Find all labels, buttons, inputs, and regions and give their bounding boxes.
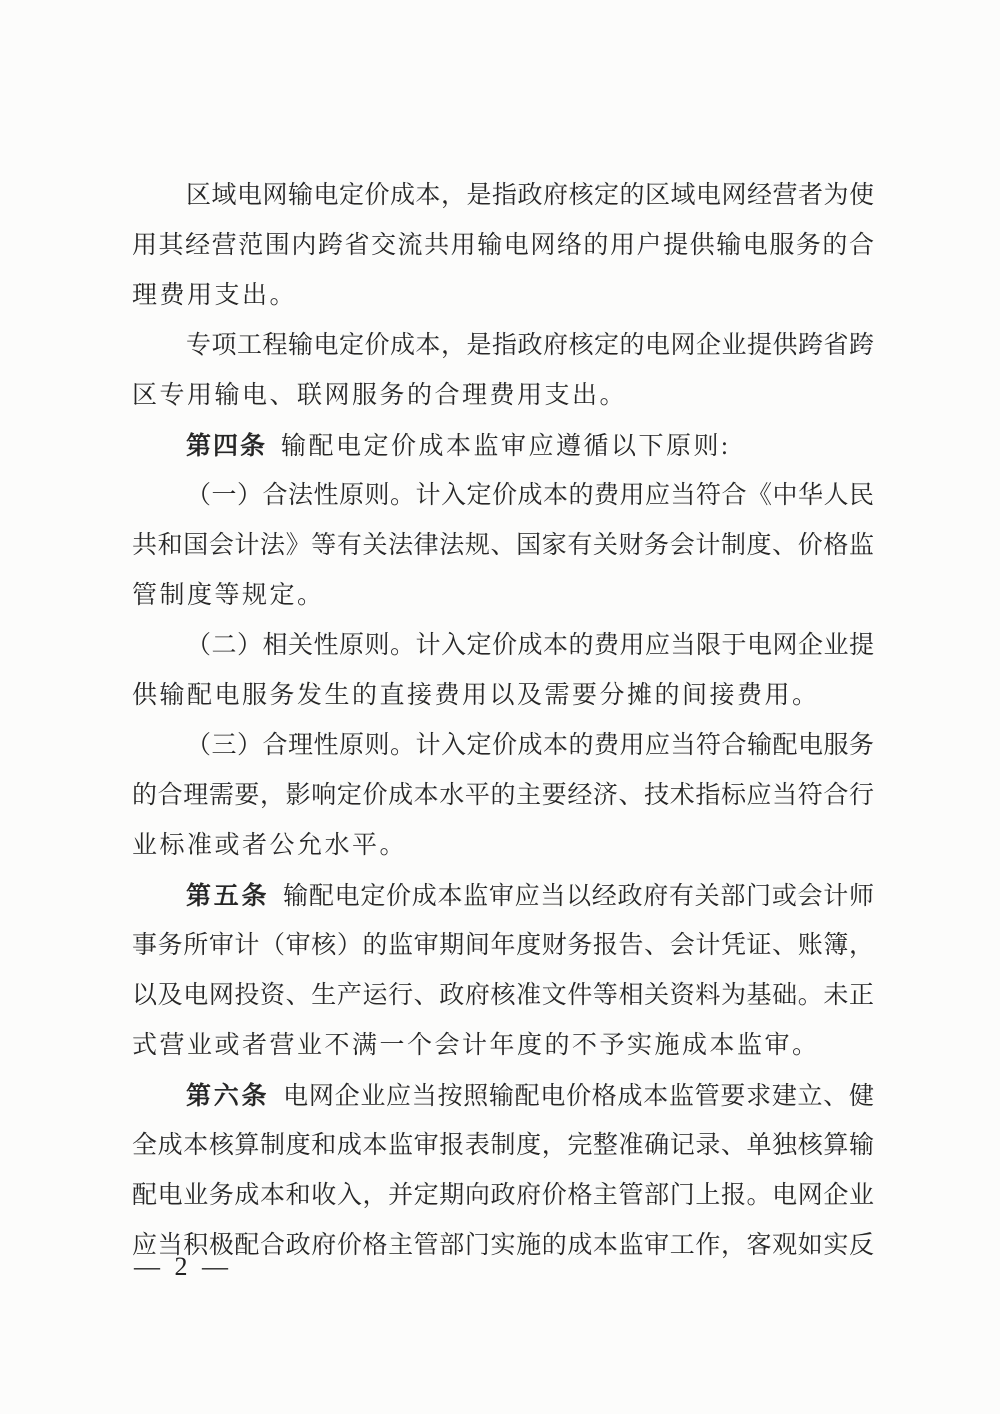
text-line: （二）相关性原则。计入定价成本的费用应当限于电网企业提 (186, 632, 874, 659)
text-line: 区专用输电、联网服务的合理费用支出。 (132, 382, 628, 409)
text-line: 以及电网投资、生产运行、政府核准文件等相关资料为基础。未正 (132, 982, 874, 1009)
text-line: 区域电网输电定价成本，是指政府核定的区域电网经营者为使 (186, 182, 874, 209)
text-line: （一）合法性原则。计入定价成本的费用应当符合《中华人民 (186, 482, 874, 509)
article-body-text: 电网企业应当按照输配电价格成本监管要求建立、健 (283, 1083, 874, 1110)
text-line: （三）合理性原则。计入定价成本的费用应当符合输配电服务 (186, 732, 874, 759)
text-line (132, 421, 874, 471)
text-line: 共和国会计法》等有关法律法规、国家有关财务会计制度、价格监 (132, 532, 874, 559)
text-line: 管制度等规定。 (132, 582, 325, 609)
text-line: 配电业务成本和收入，并定期向政府价格主管部门上报。电网企业 (132, 1182, 874, 1209)
article-number-label: 第六条 (186, 1082, 270, 1110)
document-body (132, 171, 874, 1271)
article-number-label: 第四条 (186, 432, 268, 460)
article-body-text: 输配电定价成本监审应当以经政府有关部门或会计师 (283, 883, 874, 910)
text-line: 的合理需要，影响定价成本水平的主要经济、技术指标应当符合行 (132, 782, 874, 809)
text-line (132, 1071, 874, 1121)
text-line: 业标准或者公允水平。 (132, 832, 408, 859)
text-line: 全成本核算制度和成本监审报表制度，完整准确记录、单独核算输 (132, 1132, 874, 1159)
text-line (132, 871, 874, 921)
text-line: 供输配电服务发生的直接费用以及需要分摊的间接费用。 (132, 682, 820, 709)
article-body-text: 输配电定价成本监审应遵循以下原则: (281, 433, 731, 460)
article-number-label: 第五条 (186, 882, 270, 910)
text-line: 理费用支出。 (132, 282, 298, 309)
text-line: 用其经营范围内跨省交流共用输电网络的用户提供输电服务的合 (132, 232, 874, 259)
text-line: 事务所审计（审核）的监审期间年度财务报告、会计凭证、账簿， (132, 932, 874, 959)
text-line: 应当积极配合政府价格主管部门实施的成本监审工作，客观如实反 (132, 1232, 874, 1259)
text-line: 式营业或者营业不满一个会计年度的不予实施成本监审。 (132, 1032, 820, 1059)
text-line: 专项工程输电定价成本，是指政府核定的电网企业提供跨省跨 (186, 332, 874, 359)
page-number: — 2 — (134, 1252, 232, 1281)
